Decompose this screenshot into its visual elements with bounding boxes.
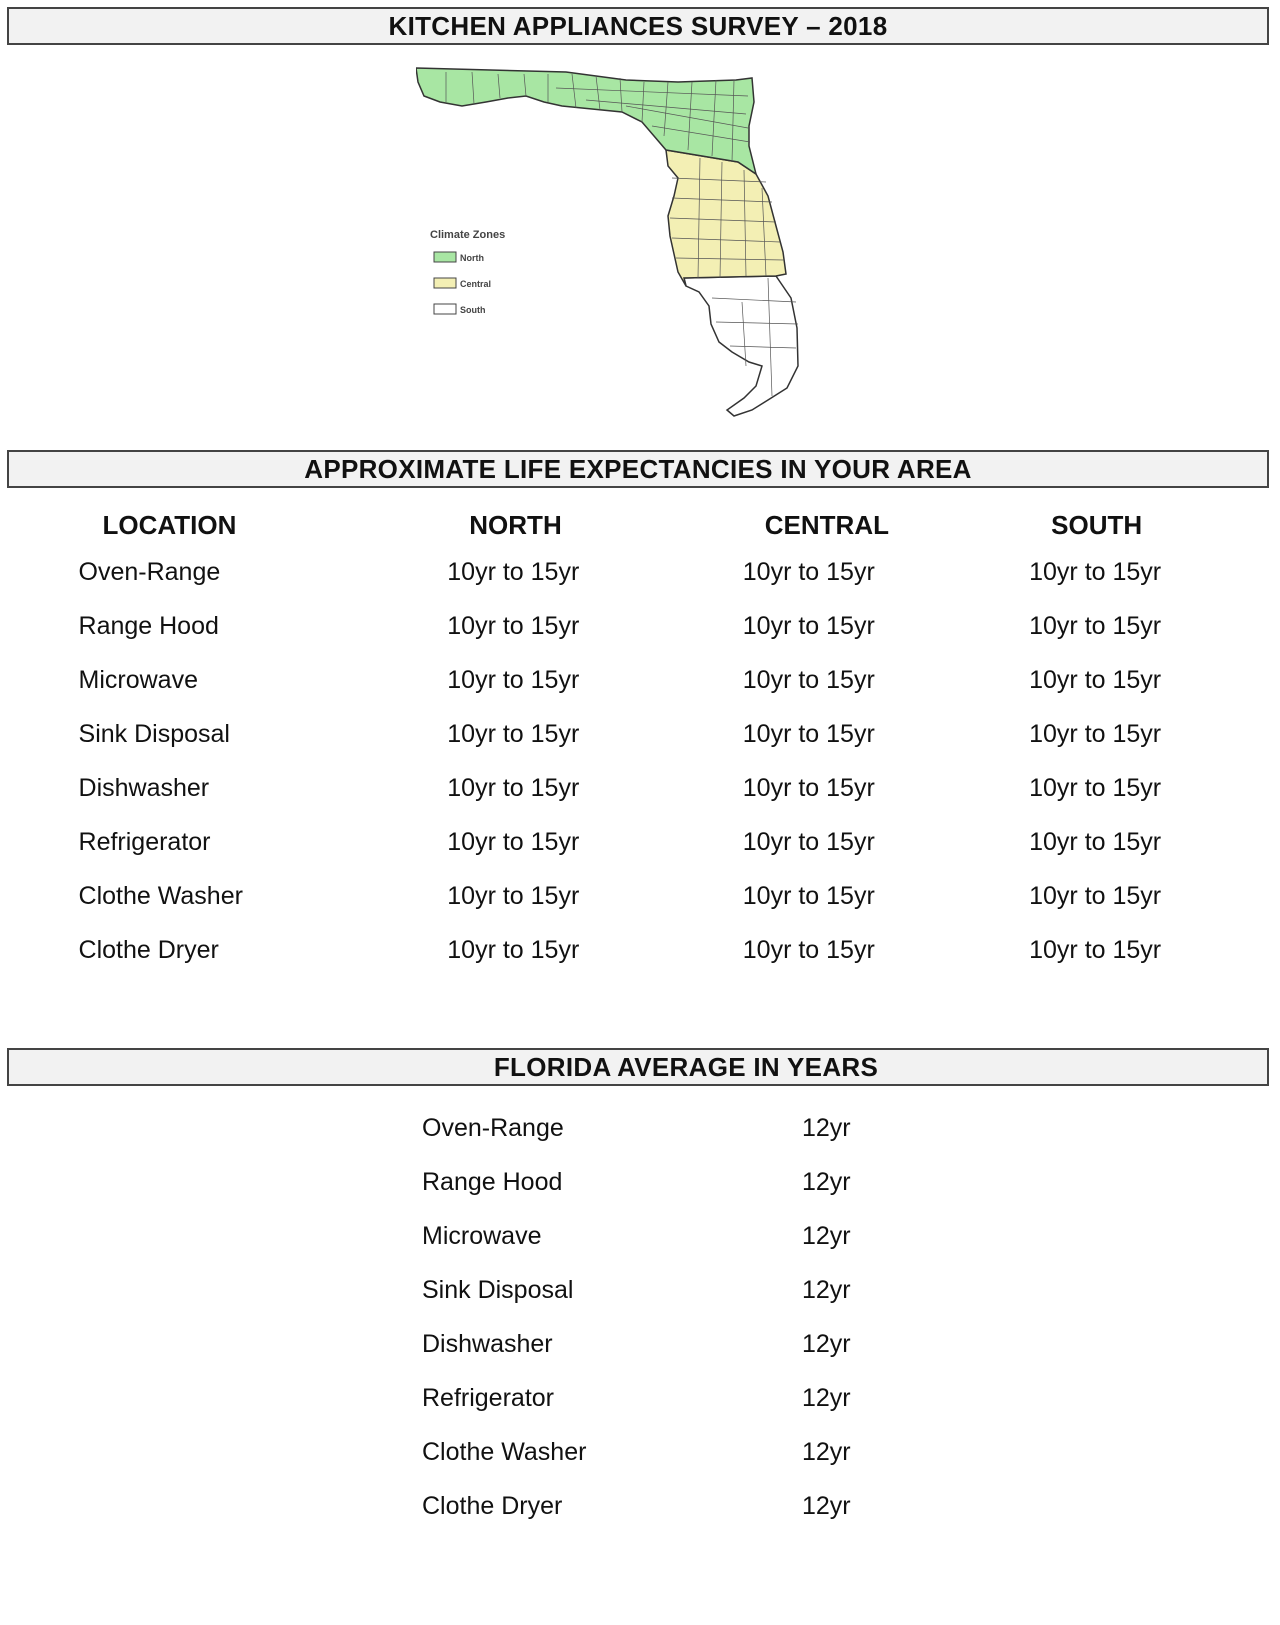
central-life-value: 10yr to 15yr [742, 935, 875, 964]
central-life-value: 10yr to 15yr [742, 719, 875, 748]
north-life-value: 10yr to 15yr [447, 557, 580, 586]
average-appliance-name: Dishwasher [422, 1329, 553, 1358]
average-years-value: 12yr [802, 1383, 851, 1412]
north-life-value: 10yr to 15yr [447, 719, 580, 748]
central-life-value: 10yr to 15yr [742, 611, 875, 640]
north-life-value: 10yr to 15yr [447, 881, 580, 910]
table-row [0, 815, 1280, 869]
average-years-value: 12yr [802, 1491, 851, 1520]
life-expectancy-heading: APPROXIMATE LIFE EXPECTANCIES IN YOUR AREA [304, 453, 972, 484]
north-life-value: 10yr to 15yr [447, 611, 580, 640]
appliance-name: Dishwasher [78, 773, 210, 802]
florida-average-heading: FLORIDA AVERAGE IN YEARS [493, 1051, 879, 1082]
north-life-value: 10yr to 15yr [447, 935, 580, 964]
south-life-value: 10yr to 15yr [1029, 827, 1162, 856]
average-appliance-name: Oven-Range [422, 1113, 564, 1142]
average-appliance-name: Sink Disposal [422, 1275, 574, 1304]
column-header-location: LOCATION [102, 509, 237, 540]
legend-label-central: Central [460, 279, 492, 289]
north-life-value: 10yr to 15yr [447, 773, 580, 802]
central-life-value: 10yr to 15yr [742, 773, 875, 802]
florida-average-banner [7, 1048, 1269, 1086]
appliance-name: Microwave [78, 665, 198, 694]
survey-title-banner [7, 7, 1269, 45]
south-life-value: 10yr to 15yr [1029, 611, 1162, 640]
table-row [0, 707, 1280, 761]
florida-climate-zone-map [416, 66, 856, 426]
south-life-value: 10yr to 15yr [1029, 665, 1162, 694]
appliance-name: Refrigerator [78, 827, 211, 856]
central-life-value: 10yr to 15yr [742, 557, 875, 586]
average-years-value: 12yr [802, 1437, 851, 1466]
column-header-north: NORTH [469, 509, 562, 540]
table-row [0, 761, 1280, 815]
average-appliance-name: Range Hood [422, 1167, 563, 1196]
column-header-south: SOUTH [1051, 509, 1143, 540]
south-life-value: 10yr to 15yr [1029, 773, 1162, 802]
table-row [0, 599, 1280, 653]
appliance-name: Clothe Dryer [78, 935, 219, 964]
appliance-name: Range Hood [78, 611, 219, 640]
list-item [422, 1479, 922, 1533]
south-life-value: 10yr to 15yr [1029, 935, 1162, 964]
average-years-value: 12yr [802, 1221, 851, 1250]
central-life-value: 10yr to 15yr [742, 827, 875, 856]
list-item [422, 1317, 922, 1371]
table-row [0, 653, 1280, 707]
central-zone-region [666, 150, 786, 286]
column-header-central: CENTRAL [764, 509, 889, 540]
appliance-name: Sink Disposal [78, 719, 230, 748]
legend-label-north: North [460, 253, 484, 263]
average-years-value: 12yr [802, 1113, 851, 1142]
appliance-name: Oven-Range [78, 557, 221, 586]
list-item [422, 1425, 922, 1479]
central-life-value: 10yr to 15yr [742, 665, 875, 694]
south-life-value: 10yr to 15yr [1029, 719, 1162, 748]
list-item [422, 1155, 922, 1209]
average-years-value: 12yr [802, 1275, 851, 1304]
florida-average-table [422, 1101, 922, 1533]
north-life-value: 10yr to 15yr [447, 665, 580, 694]
list-item [422, 1101, 922, 1155]
south-life-value: 10yr to 15yr [1029, 557, 1162, 586]
average-appliance-name: Clothe Dryer [422, 1491, 563, 1520]
legend-label-south: South [460, 305, 486, 315]
table-header-row [0, 505, 1280, 545]
table-row [0, 545, 1280, 599]
average-years-value: 12yr [802, 1167, 851, 1196]
legend-title: Climate Zones [430, 229, 506, 241]
table-row [0, 923, 1280, 977]
north-life-value: 10yr to 15yr [447, 827, 580, 856]
average-appliance-name: Refrigerator [422, 1383, 554, 1412]
list-item [422, 1371, 922, 1425]
legend-swatch-north [434, 252, 456, 262]
life-expectancy-banner [7, 450, 1269, 488]
average-appliance-name: Clothe Washer [422, 1437, 587, 1466]
list-item [422, 1263, 922, 1317]
south-life-value: 10yr to 15yr [1029, 881, 1162, 910]
list-item [422, 1209, 922, 1263]
table-row [0, 869, 1280, 923]
appliance-name: Clothe Washer [78, 881, 243, 910]
legend-swatch-south [434, 304, 456, 314]
survey-title: KITCHEN APPLIANCES SURVEY – 2018 [388, 10, 888, 41]
legend-swatch-central [434, 278, 456, 288]
average-years-value: 12yr [802, 1329, 851, 1358]
average-appliance-name: Microwave [422, 1221, 542, 1250]
life-expectancy-table [0, 505, 1280, 977]
central-life-value: 10yr to 15yr [742, 881, 875, 910]
